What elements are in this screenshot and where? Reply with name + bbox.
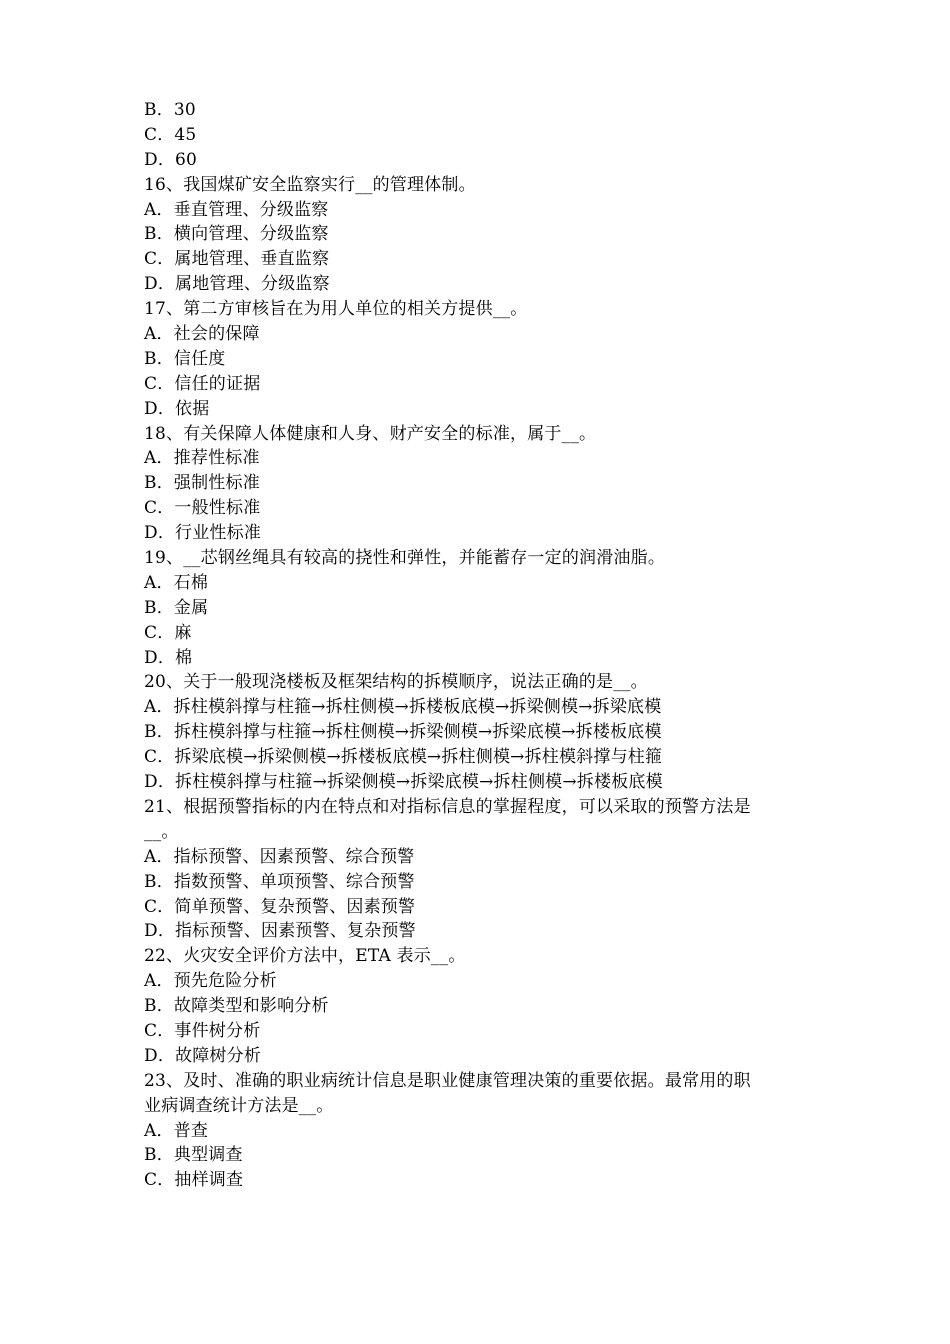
option-a: A．石棉 bbox=[144, 572, 209, 593]
option-b: B．拆柱模斜撑与柱箍→拆柱侧模→拆梁侧模→拆梁底模→拆楼板底模 bbox=[144, 722, 662, 743]
option-d: D．60 bbox=[144, 149, 198, 170]
option-b: B．强制性标准 bbox=[144, 473, 260, 494]
question-list bbox=[144, 98, 814, 1193]
option-a: A．普查 bbox=[144, 1120, 209, 1141]
option-d: D．故障树分析 bbox=[144, 1045, 262, 1066]
option-d: D．属地管理、分级监察 bbox=[144, 274, 330, 295]
option-b: B．金属 bbox=[144, 597, 209, 618]
question-21: 21、根据预警指标的内在特点和对指标信息的掌握程度，可以采取的预警方法是 bbox=[144, 796, 751, 817]
option-c: C．信任的证据 bbox=[144, 373, 261, 394]
option-c: C．简单预警、复杂预警、因素预警 bbox=[144, 896, 416, 917]
option-a: A．垂直管理、分级监察 bbox=[144, 199, 329, 220]
option-b: B．信任度 bbox=[144, 348, 226, 369]
option-c: C．一般性标准 bbox=[144, 498, 261, 519]
option-a: A．预先危险分析 bbox=[144, 971, 277, 992]
option-c: C．麻 bbox=[144, 622, 192, 643]
option-d: D．依据 bbox=[144, 398, 210, 419]
option-c: C．拆梁底模→拆梁侧模→拆楼板底模→拆柱侧模→拆柱模斜撑与柱箍 bbox=[144, 747, 663, 768]
question-17: 17、第二方审核旨在为用人单位的相关方提供__。 bbox=[144, 299, 528, 320]
question-16: 16、我国煤矿安全监察实行__的管理体制。 bbox=[144, 174, 476, 195]
question-18: 18、有关保障人体健康和人身、财产安全的标准，属于__。 bbox=[144, 423, 597, 444]
option-c: C．事件树分析 bbox=[144, 1020, 261, 1041]
question-23-continued: 业病调查统计方法是__。 bbox=[144, 1095, 334, 1116]
option-d: D．行业性标准 bbox=[144, 523, 262, 544]
option-d: D．棉 bbox=[144, 647, 193, 668]
option-b: B．30 bbox=[144, 100, 196, 120]
option-a: A．指标预警、因素预警、综合预警 bbox=[144, 846, 415, 867]
option-a: A．社会的保障 bbox=[144, 324, 260, 345]
question-21-continued: __。 bbox=[144, 821, 179, 842]
question-22: 22、火灾安全评价方法中，ETA 表示__。 bbox=[144, 946, 466, 967]
option-a: A．推荐性标准 bbox=[144, 448, 260, 469]
question-23: 23、及时、准确的职业病统计信息是职业健康管理决策的重要依据。最常用的职 bbox=[144, 1070, 751, 1091]
option-b: B．指数预警、单项预警、综合预警 bbox=[144, 871, 415, 892]
option-b: B．典型调查 bbox=[144, 1145, 243, 1166]
option-d: D．指标预警、因素预警、复杂预警 bbox=[144, 921, 416, 942]
option-c: C．45 bbox=[144, 124, 197, 145]
option-b: B．横向管理、分级监察 bbox=[144, 224, 329, 245]
option-b: B．故障类型和影响分析 bbox=[144, 996, 329, 1017]
question-19: 19、__芯钢丝绳具有较高的挠性和弹性，并能蓄存一定的润滑油脂。 bbox=[144, 548, 666, 569]
question-20: 20、关于一般现浇楼板及框架结构的拆模顺序，说法正确的是__。 bbox=[144, 672, 648, 693]
option-d: D．拆柱模斜撑与柱箍→拆梁侧模→拆梁底模→拆柱侧模→拆楼板底模 bbox=[144, 772, 663, 793]
option-c: C．属地管理、垂直监察 bbox=[144, 249, 330, 270]
option-c: C．抽样调查 bbox=[144, 1170, 244, 1191]
option-a: A．拆柱模斜撑与柱箍→拆柱侧模→拆楼板底模→拆梁侧模→拆梁底模 bbox=[144, 697, 662, 718]
